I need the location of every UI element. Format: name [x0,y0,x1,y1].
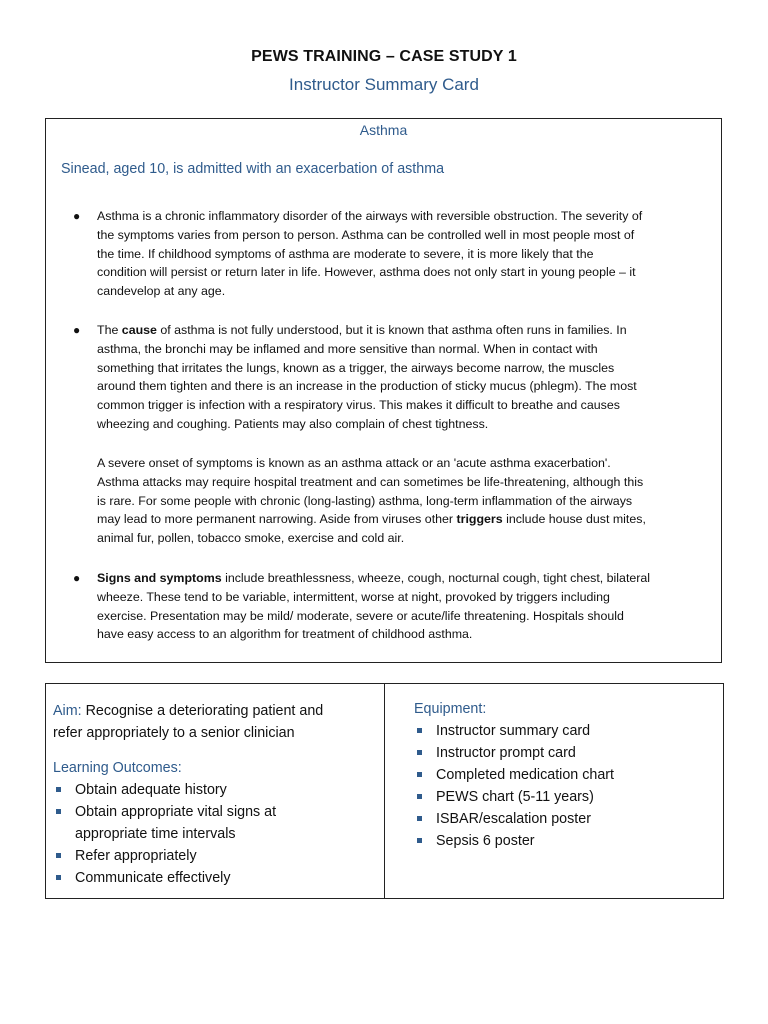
learning-outcomes-list [53,779,384,889]
item-text: Completed medication chart [436,767,615,783]
text-line: the time. If childhood symptoms of asthma are moderate to severe, it is more likely that the [97,246,594,261]
square-bullet-icon [417,838,422,843]
text-line: have easy access to an algorithm for treatment of childhood asthma. [97,627,473,642]
text-line: Asthma attacks may require hospital treatment and can sometimes be life-threatening, although this [97,474,644,489]
text-line: candevelop at any age. [97,284,226,299]
equipment-column [385,684,723,898]
text-line: Asthma is a chronic inflammatory disorder of the airways with reversible obstruction. The severity of [97,209,643,223]
item-text: ISBAR/escalation poster [436,811,591,827]
square-bullet-icon [56,787,61,792]
list-item [414,830,723,852]
text-fragment: include breathlessness, wheeze, cough, nocturnal cough, tight chest, bilateral [221,571,651,585]
list-item [53,779,384,801]
equipment-list [414,720,723,852]
text-line [97,569,717,588]
list-item [414,808,723,830]
item-text: Sepsis 6 poster [436,833,535,849]
item-text: Communicate effectively [75,870,231,886]
square-bullet-icon [417,816,422,821]
square-bullet-icon [417,772,422,777]
bullet-signs [73,569,717,644]
text-line: the symptoms varies from person to person. Asthma can be controlled well in most people most of [97,227,635,242]
paragraph-attack [97,454,717,548]
square-bullet-icon [417,750,422,755]
text-line: wheezing and coughing. Patients may also complain of chest tightness. [97,416,489,431]
case-summary-box [45,118,722,663]
bullet-dot: ● [73,209,81,223]
list-item [414,764,723,786]
item-text: PEWS chart (5-11 years) [436,789,594,805]
page-subtitle: Instructor Summary Card [289,75,479,94]
list-item [53,867,384,889]
square-bullet-icon [56,875,61,880]
case-description: Sinead, aged 10, is admitted with an exacerbation of asthma [61,161,445,177]
aim-label: Aim: [53,703,82,719]
text-line: asthma, the bronchi may be inflamed and more sensitive than normal. When in contact with [97,341,598,356]
bullet-dot: ● [73,571,81,585]
list-item [53,845,384,867]
text-line: A severe onset of symptoms is known as an asthma attack or an 'acute asthma exacerbation'. [97,456,611,470]
aim-text: Recognise a deteriorating patient and [81,703,324,719]
text-line: is rare. For some people with chronic (long-lasting) asthma, long-term inflammation of the airways [97,493,633,508]
bullet-cause [73,321,717,434]
learning-outcomes-heading: Learning Outcomes: [53,760,182,776]
item-text: Obtain adequate history [75,782,227,798]
text-line: something that irritates the lungs, known as a trigger, the airways become narrow, the muscles [97,360,615,375]
list-item [414,720,723,742]
aim-outcomes-column [46,684,385,898]
item-text: Refer appropriately [75,848,197,864]
text-line [97,510,717,529]
text-line: exercise. Presentation may be mild/ moderate, severe or acute/life threatening. Hospitals should [97,608,624,623]
item-text: Obtain appropriate vital signs at [75,804,277,820]
bullet-definition [73,207,717,301]
text-line: common trigger is infection with a respiratory virus. This makes it difficult to breathe and causes [97,398,620,413]
bold-term-cause: cause [121,323,157,337]
item-text: Instructor summary card [436,723,591,739]
list-item [414,742,723,764]
item-text: appropriate time intervals [75,826,236,842]
square-bullet-icon [56,853,61,858]
text-line [97,321,717,340]
list-item [414,786,723,808]
objectives-table [45,683,724,899]
page-title: PEWS TRAINING – CASE STUDY 1 [251,48,517,65]
equipment-heading: Equipment: [414,701,487,717]
bold-term-signs: Signs and symptoms [97,571,222,585]
bullet-dot: ● [73,323,81,337]
text-line: animal fur, pollen, tobacco smoke, exercise and cold air. [97,531,405,546]
aim-line [53,700,384,722]
text-fragment: of asthma is not fully understood, but it is known that asthma often runs in families. In [156,323,627,337]
text-line: condition will persist or return later in life. However, asthma does not only start in young people – it [97,265,636,280]
text-line: wheeze. These tend to be variable, intermittent, worse at night, provoked by triggers including [97,589,610,604]
list-item [53,801,384,845]
topic-heading: Asthma [359,122,408,138]
item-text: Instructor prompt card [436,745,576,761]
text-line: around them tighten and there is an increase in the production of sticky mucus (phlegm). The most [97,379,637,394]
text-fragment: The [97,323,122,337]
square-bullet-icon [417,794,422,799]
square-bullet-icon [417,728,422,733]
text-fragment: may lead to more permanent narrowing. Aside from viruses other [97,512,457,527]
bold-term-triggers: triggers [456,512,503,527]
aim-text-continued: refer appropriately to a senior clinician [53,725,295,741]
text-fragment: include house dust mites, [502,512,646,527]
square-bullet-icon [56,809,61,814]
